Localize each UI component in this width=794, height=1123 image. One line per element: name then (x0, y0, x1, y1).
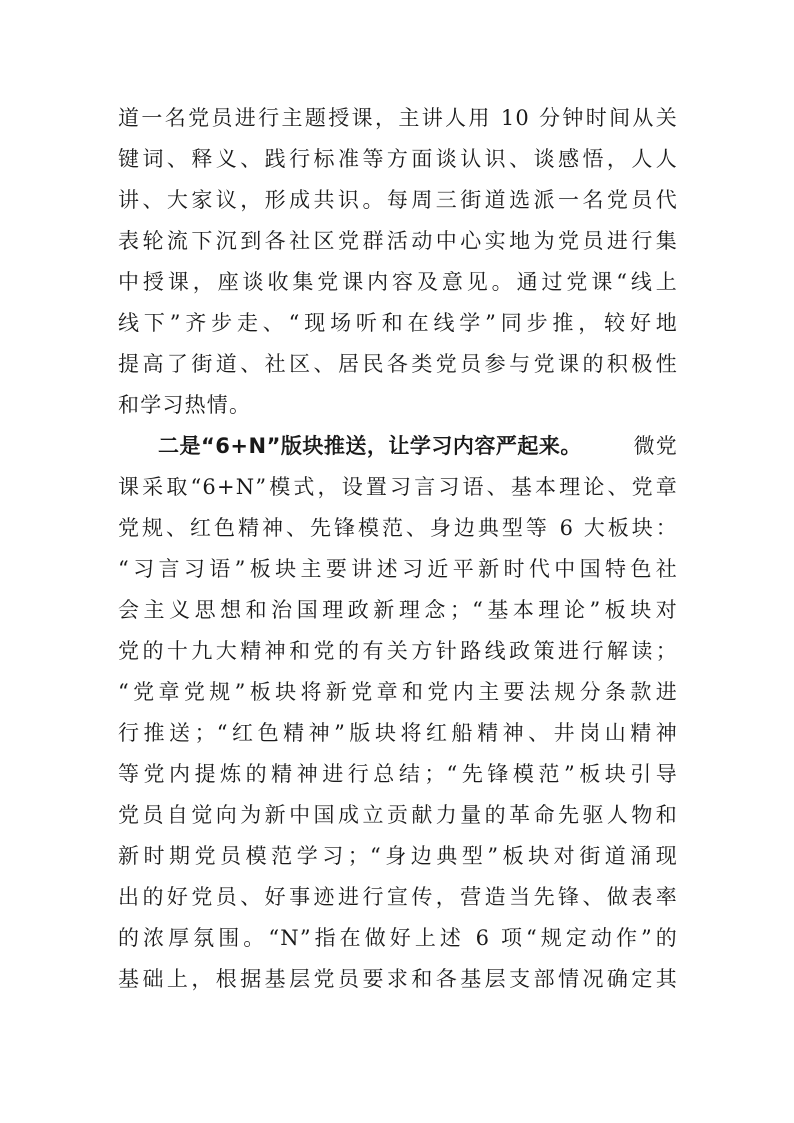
paragraph-line: 出的好党员、好事迹进行宣传，营造当先锋、做表率 (118, 885, 678, 909)
paragraph-line: 表轮流下沉到各社区党群活动中心实地为党员进行集 (118, 229, 678, 253)
paragraph-line: 会主义思想和治国理政新理念；“基本理论”板块对 (118, 598, 678, 622)
paragraph-line: 键词、释义、践行标准等方面谈认识、谈感悟，人人 (118, 147, 678, 171)
paragraph-line: 和学习热情。 (118, 393, 252, 417)
paragraph-line: “党章党规”板块将新党章和党内主要法规分条款进 (118, 680, 678, 704)
paragraph-line: 新时期党员模范学习；“身边典型”板块对街道涌现 (118, 844, 678, 868)
paragraph-line: 课采取“6+N”模式，设置习言习语、基本理论、党章 (118, 475, 678, 499)
paragraph-line: 党员自觉向为新中国成立贡献力量的革命先驱人物和 (118, 803, 678, 827)
paragraph-line: 行推送；“红色精神”版块将红船精神、井岗山精神 (118, 721, 678, 745)
paragraph-line: “习言习语”板块主要讲述习近平新时代中国特色社 (118, 557, 678, 581)
paragraph-line-rest: 微党 (633, 434, 678, 458)
paragraph-line: 道一名党员进行主题授课，主讲人用 10 分钟时间从关 (118, 106, 678, 130)
paragraph-line: 中授课，座谈收集党课内容及意见。通过党课“线上 (118, 270, 678, 294)
paragraph-line: 提高了街道、社区、居民各类党员参与党课的积极性 (118, 352, 678, 376)
paragraph-line: 党规、红色精神、先锋模范、身边典型等 6 大板块： (118, 516, 678, 540)
section-heading: 二是“6+N”版块推送，让学习内容严起来。 (158, 434, 582, 458)
paragraph-line: 的浓厚氛围。“N”指在做好上述 6 项“规定动作”的 (118, 926, 678, 950)
paragraph-line: 等党内提炼的精神进行总结；“先锋模范”板块引导 (118, 762, 678, 786)
paragraph-line: 基础上，根据基层党员要求和各基层支部情况确定其 (118, 967, 678, 991)
paragraph-line: 线下”齐步走、“现场听和在线学”同步推，较好地 (118, 311, 678, 335)
paragraph-heading-line (118, 431, 678, 461)
paragraph-line: 讲、大家议，形成共识。每周三街道选派一名党员代 (118, 188, 678, 212)
paragraph-line: 党的十九大精神和党的有关方针路线政策进行解读； (118, 639, 678, 663)
